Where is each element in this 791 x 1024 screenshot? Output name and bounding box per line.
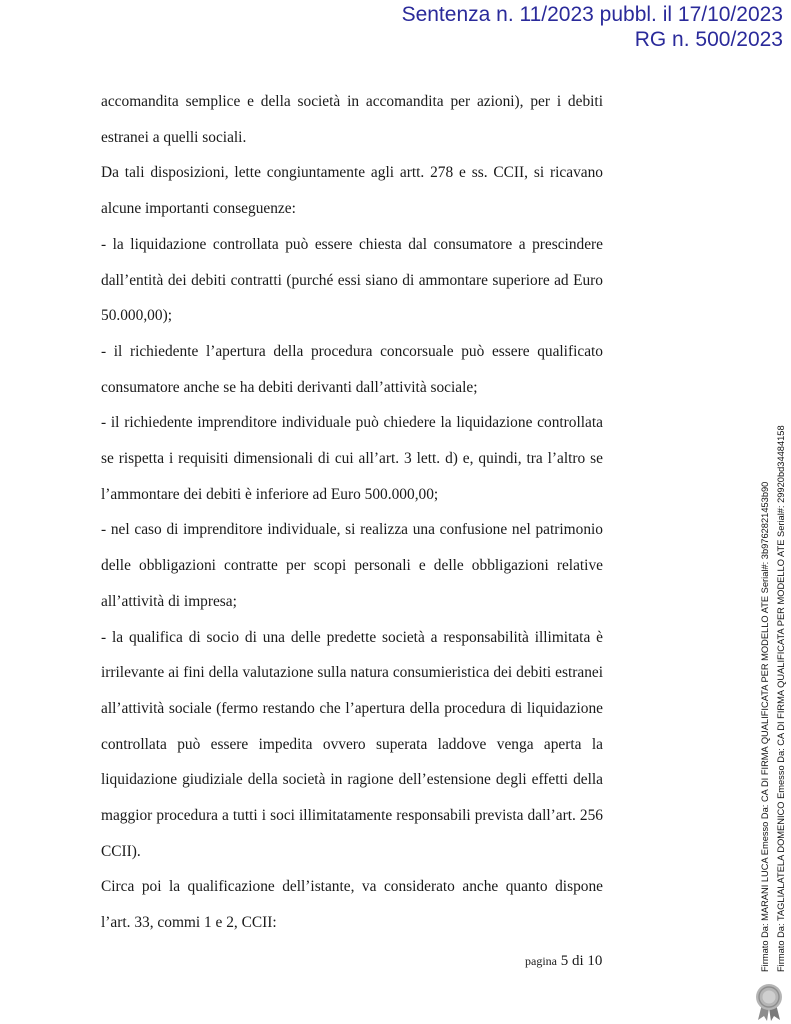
text-line: - la liquidazione controllata può essere chiesta dal consumatore a prescindere — [101, 235, 603, 253]
text-line: controllata può essere impedita ovvero superata laddove venga aperta la — [101, 735, 603, 753]
text-line: consumatore anche se ha debiti derivanti dall’attività sociale; — [101, 378, 478, 396]
text-line: alcune importanti conseguenze: — [101, 200, 296, 218]
text-line: l’art. 33, commi 1 e 2, CCII: — [101, 914, 277, 932]
text-line: se rispetta i requisiti dimensionali di cui all’art. 3 lett. d) e, quindi, tra l’altro se — [101, 450, 603, 468]
text-line: 50.000,00); — [101, 307, 172, 325]
page-separator: di — [572, 953, 584, 969]
text-line: dall’entità dei debiti contratti (purché essi siano di ammontare superiore ad Euro — [101, 271, 603, 289]
text-line: l’ammontare dei debiti è inferiore ad Euro 500.000,00; — [101, 485, 439, 503]
document-body — [101, 84, 603, 941]
text-line: delle obbligazioni contratte per scopi personali e delle obbligazioni relative — [101, 557, 603, 575]
signature-line-marani: Firmato Da: MARANI LUCA Emesso Da: CA DI FIRMA QUALIFICATA PER MODELLO ATE Serial#: 3b9762821453b90 — [760, 481, 770, 972]
page-number — [525, 953, 602, 970]
text-line: irrilevante ai fini della valutazione sulla natura consumieristica dei debiti estranei — [101, 664, 603, 682]
signature-line-taglialatela: Firmato Da: TAGLIALATELA DOMENICO Emesso Da: CA DI FIRMA QUALIFICATA PER MODELLO ATE Serial#: 29920bd34484158 — [776, 425, 786, 972]
text-line: CCII). — [101, 842, 141, 860]
text-line: all’attività di impresa; — [101, 592, 237, 610]
case-number: RG n. 500/2023 — [634, 28, 783, 51]
text-line: accomandita semplice e della società in accomandita per azioni), per i debiti — [101, 93, 603, 110]
text-line: Da tali disposizioni, lette congiuntamente agli artt. 278 e ss. CCII, si ricavano — [101, 164, 603, 182]
text-line: - la qualifica di socio di una delle predette società a responsabilità illimitata è — [101, 628, 603, 646]
text-line: maggior procedura a tutti i soci illimitatamente responsabili prevista dall’art. 256 — [101, 807, 603, 825]
sentence-reference: Sentenza n. 11/2023 pubbl. il 17/10/2023 — [401, 3, 783, 26]
text-line: estranei a quelli sociali. — [101, 128, 247, 146]
page-total: 10 — [587, 953, 603, 969]
certification-seal-icon — [752, 982, 786, 1022]
text-line: - il richiedente imprenditore individuale può chiedere la liquidazione controllata — [101, 414, 603, 432]
document-header — [402, 2, 783, 52]
text-line: all’attività sociale (fermo restando che l’apertura della procedura di liquidazione — [101, 699, 603, 717]
text-line: liquidazione giudiziale della società in ragione dell’estensione degli effetti della — [101, 771, 603, 789]
text-line: Circa poi la qualificazione dell’istante, va considerato anche quanto dispone — [101, 878, 603, 896]
text-line: - nel caso di imprenditore individuale, si realizza una confusione nel patrimonio — [101, 521, 603, 539]
page-current: 5 — [560, 953, 569, 969]
page-label: pagina — [525, 954, 557, 968]
text-line: - il richiedente l’apertura della procedura concorsuale può essere qualificato — [101, 342, 603, 360]
